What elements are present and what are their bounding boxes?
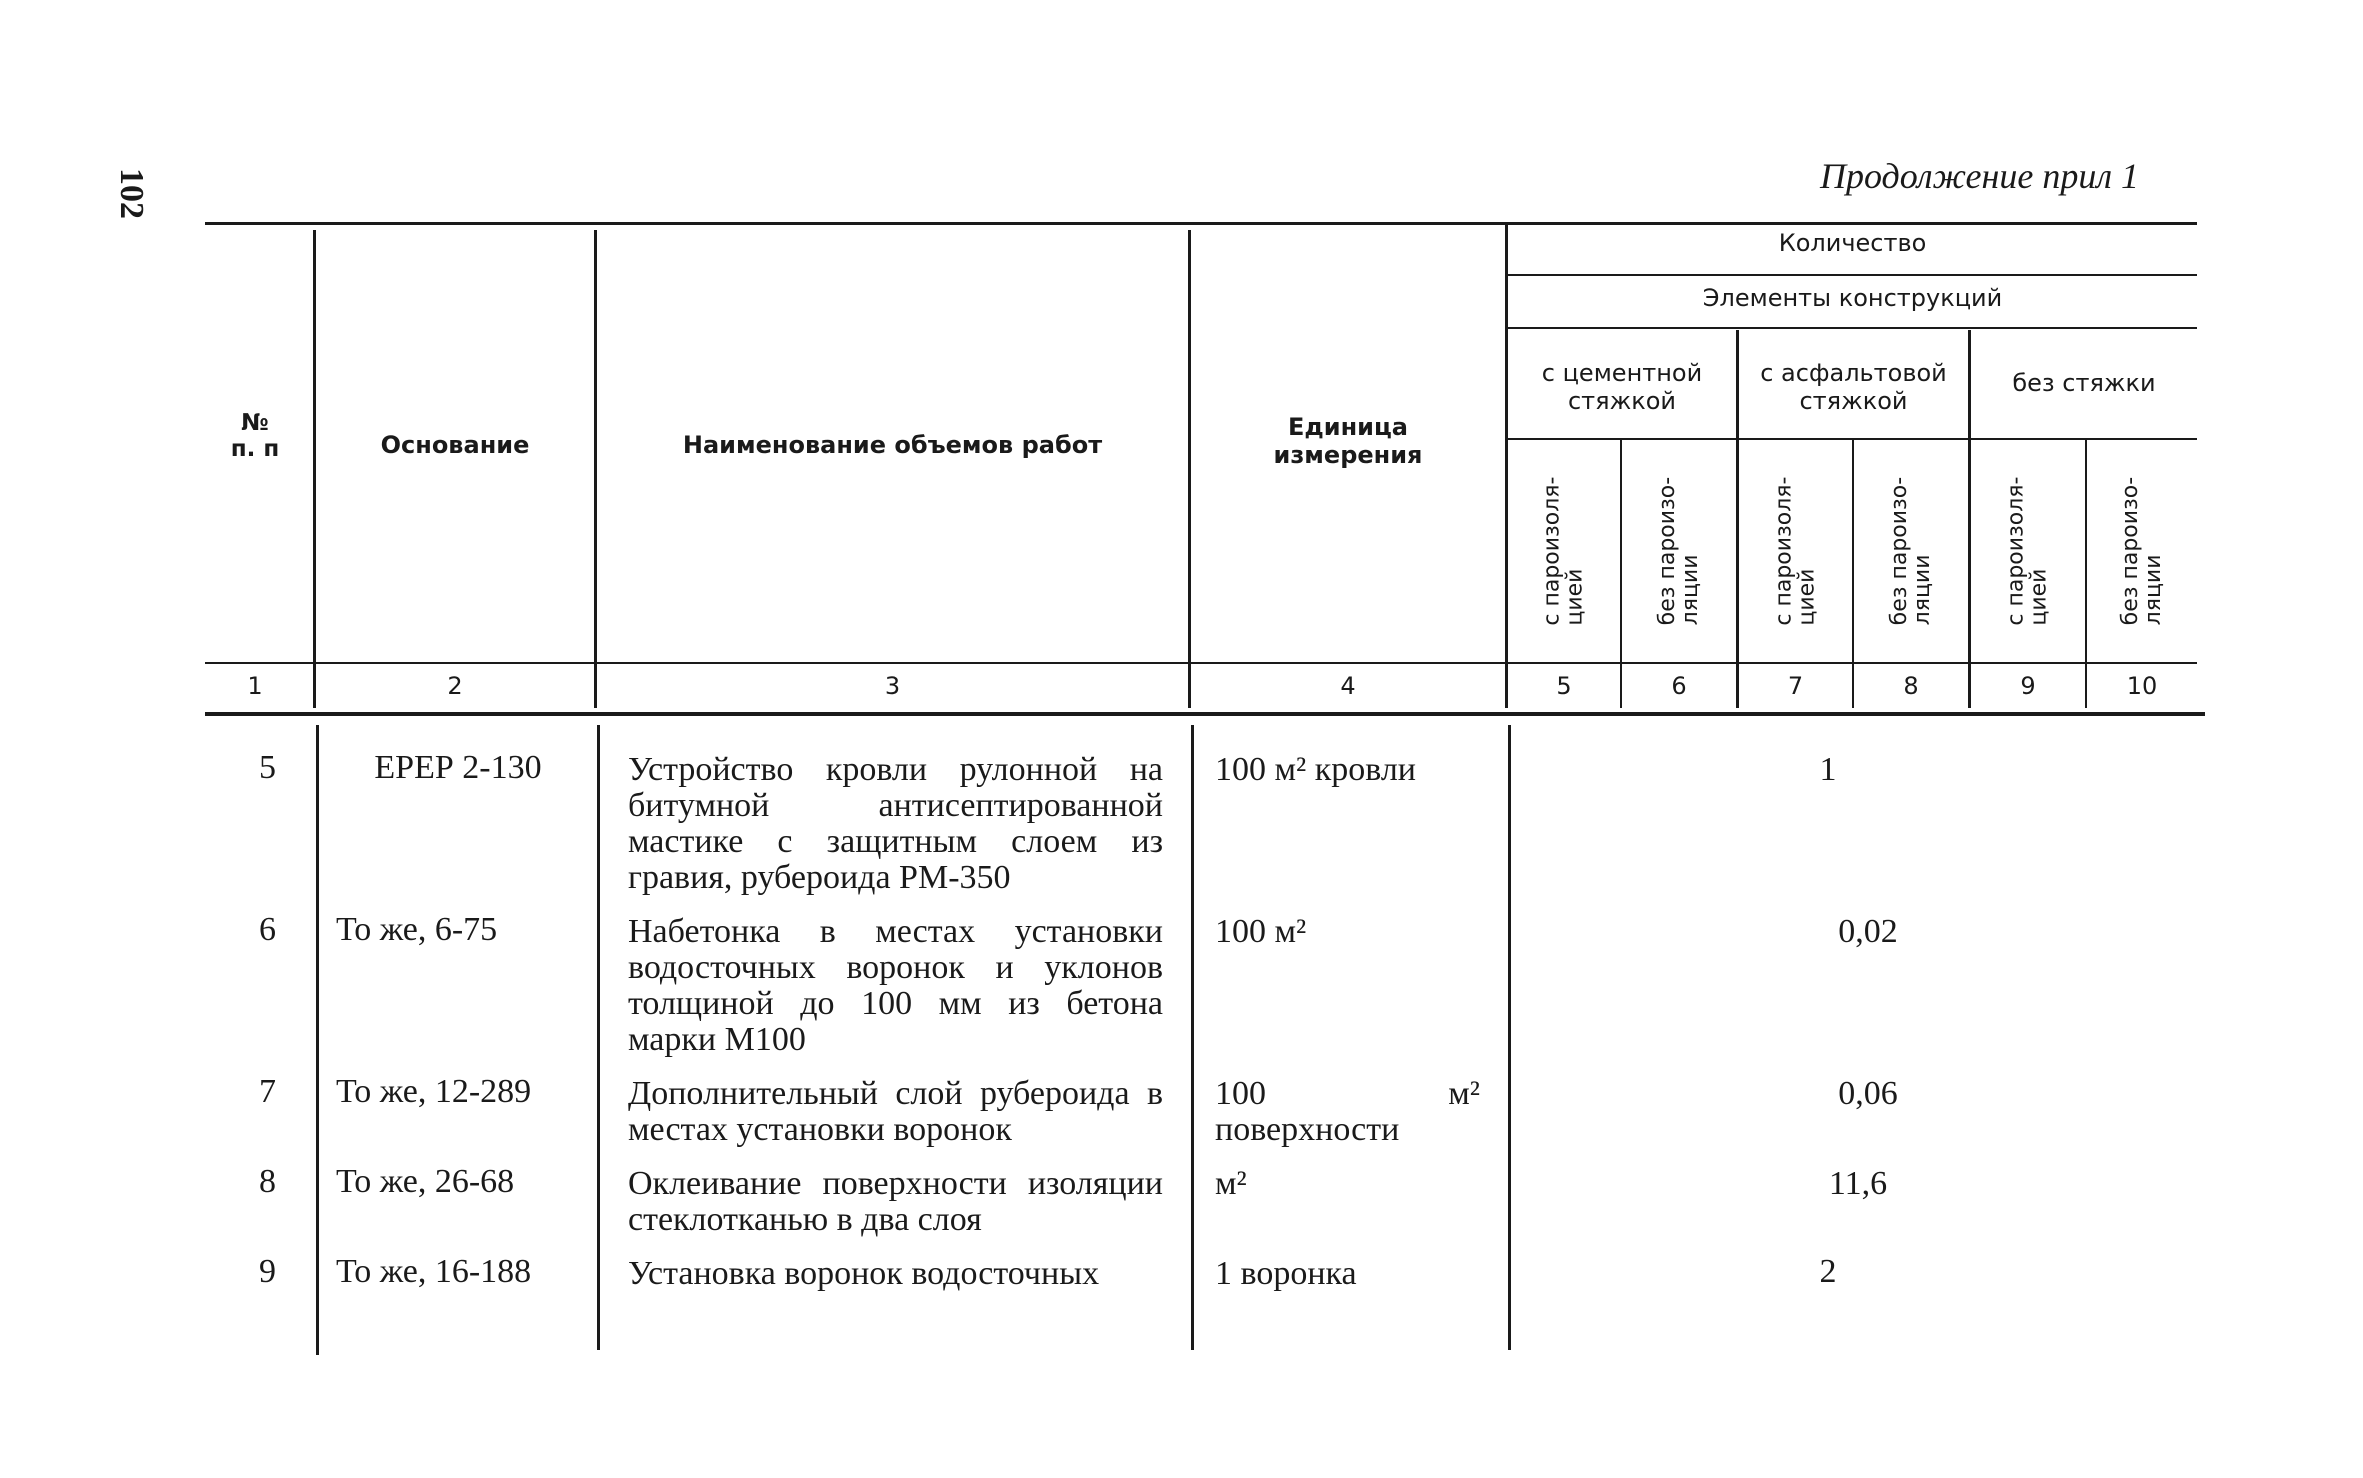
col-number-5: 5 bbox=[1556, 672, 1572, 700]
subheader-cement-without bbox=[1622, 442, 1736, 660]
row-5-no: 5 bbox=[259, 749, 276, 786]
body-divider-2 bbox=[597, 725, 600, 1350]
subheader-text: с пароизоля- цией bbox=[1539, 476, 1589, 626]
header-no-screed: без стяжки bbox=[2012, 369, 2156, 397]
row-6-qty: 0,02 bbox=[1838, 913, 1898, 950]
row-5-basis: ЕРЕР 2-130 bbox=[374, 749, 542, 786]
col-number-7: 7 bbox=[1787, 672, 1804, 700]
row-6-basis: То же, 6-75 bbox=[336, 911, 498, 948]
subheader-cement-with bbox=[1508, 442, 1620, 660]
row-5-qty: 1 bbox=[1819, 751, 1837, 788]
continuation-label: Продолжение прил 1 bbox=[1820, 156, 2140, 196]
col-number-6: 6 bbox=[1671, 672, 1687, 700]
header-elements: Элементы конструкций bbox=[1702, 284, 2003, 312]
row-8-qty: 11,6 bbox=[1828, 1165, 1888, 1202]
header-name: Наименование объемов работ bbox=[682, 431, 1103, 459]
row-9-name: Установка воронок водосточных bbox=[628, 1255, 1100, 1292]
subheader-asphalt-with bbox=[1739, 442, 1852, 660]
quantity-rule bbox=[1508, 274, 2197, 276]
col-number-10: 10 bbox=[2126, 672, 2158, 700]
row-6-unit: 100 м² bbox=[1215, 913, 1307, 950]
row-8-unit: м² bbox=[1215, 1165, 1247, 1202]
header-basis: Основание bbox=[380, 431, 530, 459]
subheader-text: с пароизоля- цией bbox=[2003, 476, 2053, 626]
subheader-text: без пароизо- ляции bbox=[1654, 476, 1704, 626]
row-6-name: Набетонка в местах установки водосточных воронок и уклонов толщиной до 100 мм из бетона марки М100 bbox=[628, 913, 1163, 1058]
table-top-rule bbox=[205, 222, 2197, 225]
page-number: 102 bbox=[113, 168, 150, 219]
subheader-none-without bbox=[2087, 442, 2197, 660]
row-5-unit: 100 м² кровли bbox=[1215, 751, 1416, 788]
subheader-text: без пароизо- ляции bbox=[2117, 476, 2167, 626]
row-5-name: Устройство кровли рулонной на битумной антисептированной мастике с защитным слоем из гравия, рубероида РМ-350 bbox=[628, 751, 1163, 896]
row-9-unit: 1 воронка bbox=[1215, 1255, 1357, 1292]
row-6-no: 6 bbox=[259, 911, 276, 948]
header-quantity: Количество bbox=[1778, 229, 1927, 257]
col-number-2: 2 bbox=[447, 672, 463, 700]
row-7-no: 7 bbox=[259, 1073, 276, 1110]
row-8-name: Оклеивание поверхности изоляции стеклотканью в два слоя bbox=[628, 1165, 1163, 1238]
header-asphalt: с асфальтовой стяжкой bbox=[1760, 359, 1947, 415]
header-no: № п. п bbox=[230, 410, 280, 463]
col-number-8: 8 bbox=[1903, 672, 1919, 700]
row-9-basis: То же, 16-188 bbox=[336, 1253, 532, 1290]
table-header-bottom-rule bbox=[205, 712, 2205, 716]
body-divider-3 bbox=[1191, 725, 1194, 1350]
subheader-asphalt-without bbox=[1854, 442, 1968, 660]
col-number-4: 4 bbox=[1340, 672, 1356, 700]
subheader-text: с пароизоля- цией bbox=[1771, 476, 1820, 626]
header-unit: Единица измерения bbox=[1273, 413, 1423, 469]
col-divider-2 bbox=[594, 230, 597, 708]
header-cement: с цементной стяжкой bbox=[1541, 359, 1703, 415]
row-7-unit: 100 м² поверхности bbox=[1215, 1075, 1480, 1148]
row-7-basis: То же, 12-289 bbox=[336, 1073, 532, 1110]
col-divider-1 bbox=[313, 230, 316, 708]
row-7-name: Дополнительный слой рубероида в местах установки воронок bbox=[628, 1075, 1163, 1148]
col-number-3: 3 bbox=[884, 672, 901, 700]
row-9-no: 9 bbox=[259, 1253, 276, 1290]
row-8-basis: То же, 26-68 bbox=[336, 1163, 515, 1200]
header-numbers-rule bbox=[205, 662, 2197, 664]
row-9-qty: 2 bbox=[1819, 1253, 1837, 1290]
col-number-1: 1 bbox=[247, 672, 263, 700]
subheader-none-with bbox=[1971, 442, 2085, 660]
row-7-qty: 0,06 bbox=[1838, 1075, 1898, 1112]
subheader-text: без пароизо- ляции bbox=[1886, 476, 1936, 626]
col-number-9: 9 bbox=[2020, 672, 2036, 700]
elements-rule bbox=[1508, 327, 2197, 329]
row-8-no: 8 bbox=[259, 1163, 276, 1200]
